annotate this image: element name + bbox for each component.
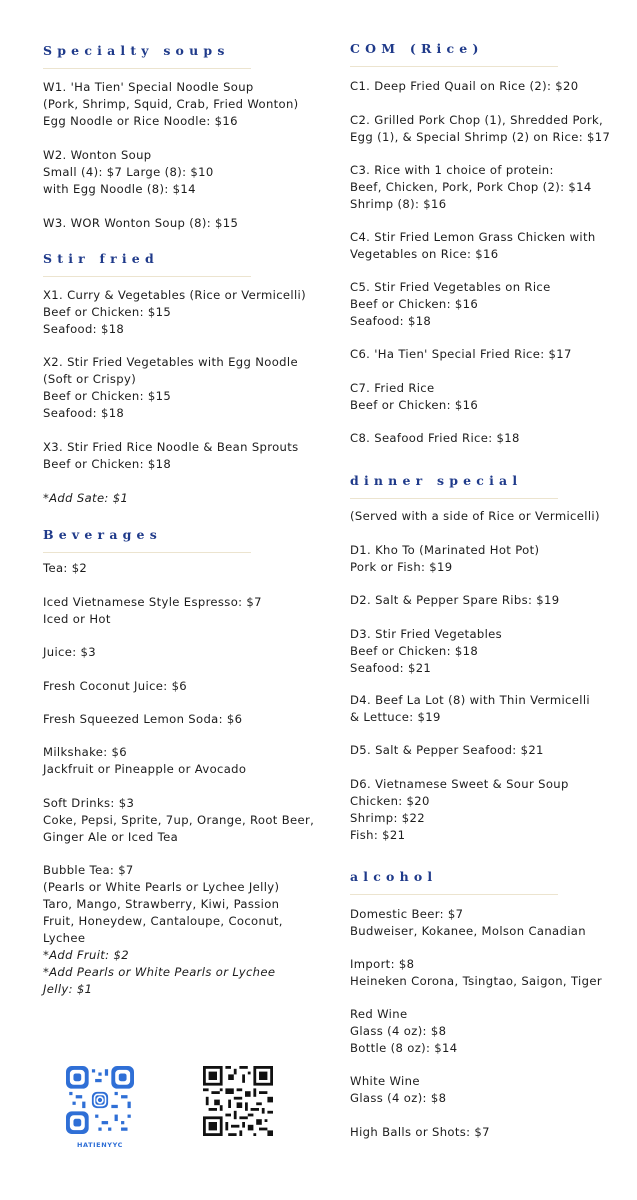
item-line: (Soft or Crispy) xyxy=(43,372,137,386)
item-line: White Wine xyxy=(350,1074,420,1088)
item-line: Milkshake: $6 xyxy=(43,745,127,759)
item-line: Chicken: $20 xyxy=(350,794,430,808)
menu-item-c7 xyxy=(350,380,637,414)
item-line: Egg Noodle or Rice Noodle: $16 xyxy=(43,114,238,128)
menu-item-d5 xyxy=(350,742,637,759)
item-line: Taro, Mango, Strawberry, Kiwi, Passion xyxy=(43,897,280,911)
item-line: Soft Drinks: $3 xyxy=(43,796,135,810)
item-line: D5. Salt & Pepper Seafood: $21 xyxy=(350,743,544,757)
menu-note-served-with xyxy=(350,508,637,525)
item-line: Juice: $3 xyxy=(43,645,96,659)
menu-item-bubble-tea xyxy=(43,862,328,998)
section-title-com-rice: COM (Rice) xyxy=(350,41,484,56)
item-line: Seafood: $18 xyxy=(43,322,125,336)
menu-item-d6 xyxy=(350,776,637,844)
item-line: Beef or Chicken: $16 xyxy=(350,297,479,311)
item-line: Beef, Chicken, Pork, Pork Chop (2): $14 xyxy=(350,180,592,194)
section-divider xyxy=(43,68,251,69)
menu-item-red-wine xyxy=(350,1006,637,1057)
section-beverages xyxy=(43,526,328,553)
menu-item-high-balls xyxy=(350,1124,637,1141)
section-dinner-special xyxy=(350,472,637,499)
item-line: Vegetables on Rice: $16 xyxy=(350,247,499,261)
item-line: C7. Fried Rice xyxy=(350,381,435,395)
item-line: C6. 'Ha Tien' Special Fried Rice: $17 xyxy=(350,347,572,361)
item-line: Shrimp (8): $16 xyxy=(350,197,447,211)
menu-item-milkshake xyxy=(43,744,328,778)
item-line: Tea: $2 xyxy=(43,561,88,575)
item-line: Import: $8 xyxy=(350,957,415,971)
section-divider xyxy=(43,552,251,553)
section-com-rice xyxy=(350,40,637,67)
item-line: Small (4): $7 Large (8): $10 xyxy=(43,165,214,179)
menu-item-c4 xyxy=(350,229,637,263)
item-line: Iced Vietnamese Style Espresso: $7 xyxy=(43,595,262,609)
item-line: Fresh Squeezed Lemon Soda: $6 xyxy=(43,712,243,726)
item-line: Bubble Tea: $7 xyxy=(43,863,134,877)
menu-qr-code[interactable] xyxy=(203,1066,273,1141)
menu-item-import-beer xyxy=(350,956,637,990)
item-line: D6. Vietnamese Sweet & Sour Soup xyxy=(350,777,569,791)
section-alcohol xyxy=(350,868,637,895)
item-line: D1. Kho To (Marinated Hot Pot) xyxy=(350,543,540,557)
item-line: (Served with a side of Rice or Vermicelli) xyxy=(350,509,600,523)
item-line: C8. Seafood Fried Rice: $18 xyxy=(350,431,520,445)
section-specialty-soups xyxy=(43,42,328,69)
section-title-stir-fried: Stir fried xyxy=(43,251,159,266)
item-line: Glass (4 oz): $8 xyxy=(350,1024,447,1038)
section-title-beverages: Beverages xyxy=(43,527,162,542)
item-line: *Add Pearls or White Pearls or Lychee xyxy=(43,965,276,979)
item-line: C5. Stir Fried Vegetables on Rice xyxy=(350,280,551,294)
menu-item-soft-drinks xyxy=(43,795,328,846)
section-stir-fried xyxy=(43,250,328,277)
menu-item-d2 xyxy=(350,592,637,609)
item-line: Red Wine xyxy=(350,1007,408,1021)
item-line: X1. Curry & Vegetables (Rice or Vermicelli) xyxy=(43,288,307,302)
menu-item-lemon-soda xyxy=(43,711,328,728)
item-line: Fresh Coconut Juice: $6 xyxy=(43,679,188,693)
item-line: *Add Fruit: $2 xyxy=(43,948,129,962)
item-line: D4. Beef La Lot (8) with Thin Vermicelli xyxy=(350,693,590,707)
item-line: with Egg Noodle (8): $14 xyxy=(43,182,196,196)
menu-item-c3 xyxy=(350,162,637,213)
section-divider xyxy=(43,276,251,277)
section-divider xyxy=(350,894,558,895)
menu-item-c1 xyxy=(350,78,637,95)
item-line: Fruit, Honeydew, Cantaloupe, Coconut, xyxy=(43,914,283,928)
menu-item-white-wine xyxy=(350,1073,637,1107)
menu-item-x2 xyxy=(43,354,328,422)
section-title-dinner-special: dinner special xyxy=(350,473,523,488)
item-line: Seafood: $18 xyxy=(350,314,432,328)
item-line: High Balls or Shots: $7 xyxy=(350,1125,490,1139)
menu-item-c2 xyxy=(350,112,637,146)
menu-item-juice xyxy=(43,644,328,661)
item-line: C4. Stir Fried Lemon Grass Chicken with xyxy=(350,230,596,244)
item-line: Seafood: $18 xyxy=(43,406,125,420)
menu-item-c6 xyxy=(350,346,637,363)
item-line: Beef or Chicken: $18 xyxy=(43,457,172,471)
item-line: Heineken Corona, Tsingtao, Saigon, Tiger xyxy=(350,974,602,988)
item-line: Beef or Chicken: $15 xyxy=(43,389,172,403)
qr-code-graphic xyxy=(66,1066,134,1134)
item-line: C3. Rice with 1 choice of protein: xyxy=(350,163,554,177)
item-line: Iced or Hot xyxy=(43,612,111,626)
item-line: Fish: $21 xyxy=(350,828,406,842)
menu-item-domestic-beer xyxy=(350,906,637,940)
item-line: Bottle (8 oz): $14 xyxy=(350,1041,458,1055)
menu-item-x1 xyxy=(43,287,328,338)
item-line: Lychee xyxy=(43,931,86,945)
item-line: (Pearls or White Pearls or Lychee Jelly) xyxy=(43,880,280,894)
item-line: W1. 'Ha Tien' Special Noodle Soup xyxy=(43,80,254,94)
menu-item-x3 xyxy=(43,439,328,473)
item-line: X3. Stir Fried Rice Noodle & Bean Sprouts xyxy=(43,440,299,454)
item-line: (Pork, Shrimp, Squid, Crab, Fried Wonton) xyxy=(43,97,299,111)
item-line: W2. Wonton Soup xyxy=(43,148,152,162)
menu-item-d3 xyxy=(350,626,637,677)
instagram-qr-code[interactable] xyxy=(66,1066,134,1149)
menu-item-espresso xyxy=(43,594,328,628)
section-divider xyxy=(350,498,558,499)
item-line: Jackfruit or Pineapple or Avocado xyxy=(43,762,247,776)
item-line: Ginger Ale or Iced Tea xyxy=(43,830,179,844)
menu-item-c5 xyxy=(350,279,637,330)
menu-item-d4 xyxy=(350,692,637,726)
menu-note-add-sate xyxy=(43,490,328,507)
item-line: Domestic Beer: $7 xyxy=(350,907,464,921)
menu-item-w2 xyxy=(43,147,328,198)
item-line: X2. Stir Fried Vegetables with Egg Noodle xyxy=(43,355,298,369)
item-line: C1. Deep Fried Quail on Rice (2): $20 xyxy=(350,79,579,93)
menu-item-w1 xyxy=(43,79,328,130)
item-line: Beef or Chicken: $16 xyxy=(350,398,479,412)
item-line: C2. Grilled Pork Chop (1), Shredded Pork, xyxy=(350,113,604,127)
item-line: Glass (4 oz): $8 xyxy=(350,1091,447,1105)
item-line: D2. Salt & Pepper Spare Ribs: $19 xyxy=(350,593,560,607)
menu-item-d1 xyxy=(350,542,637,576)
item-line: & Lettuce: $19 xyxy=(350,710,441,724)
item-line: D3. Stir Fried Vegetables xyxy=(350,627,503,641)
item-line: W3. WOR Wonton Soup (8): $15 xyxy=(43,216,239,230)
section-divider xyxy=(350,66,558,67)
menu-item-w3 xyxy=(43,215,328,232)
menu-item-tea xyxy=(43,560,328,577)
item-line: Shrimp: $22 xyxy=(350,811,425,825)
item-line: Budweiser, Kokanee, Molson Canadian xyxy=(350,924,586,938)
item-line: Seafood: $21 xyxy=(350,661,432,675)
item-line: Egg (1), & Special Shrimp (2) on Rice: $17 xyxy=(350,130,611,144)
item-line: Coke, Pepsi, Sprite, 7up, Orange, Root Beer, xyxy=(43,813,315,827)
item-line: *Add Sate: $1 xyxy=(43,491,129,505)
section-title-alcohol: alcohol xyxy=(350,869,438,884)
menu-item-c8 xyxy=(350,430,637,447)
item-line: Jelly: $1 xyxy=(43,982,93,996)
instagram-handle: HATIENYYC xyxy=(76,1141,124,1149)
menu-item-coconut-juice xyxy=(43,678,328,695)
item-line: Beef or Chicken: $18 xyxy=(350,644,479,658)
item-line: Beef or Chicken: $15 xyxy=(43,305,172,319)
item-line: Pork or Fish: $19 xyxy=(350,560,453,574)
qr-code-graphic xyxy=(203,1066,273,1136)
section-title-specialty-soups: Specialty soups xyxy=(43,43,230,58)
